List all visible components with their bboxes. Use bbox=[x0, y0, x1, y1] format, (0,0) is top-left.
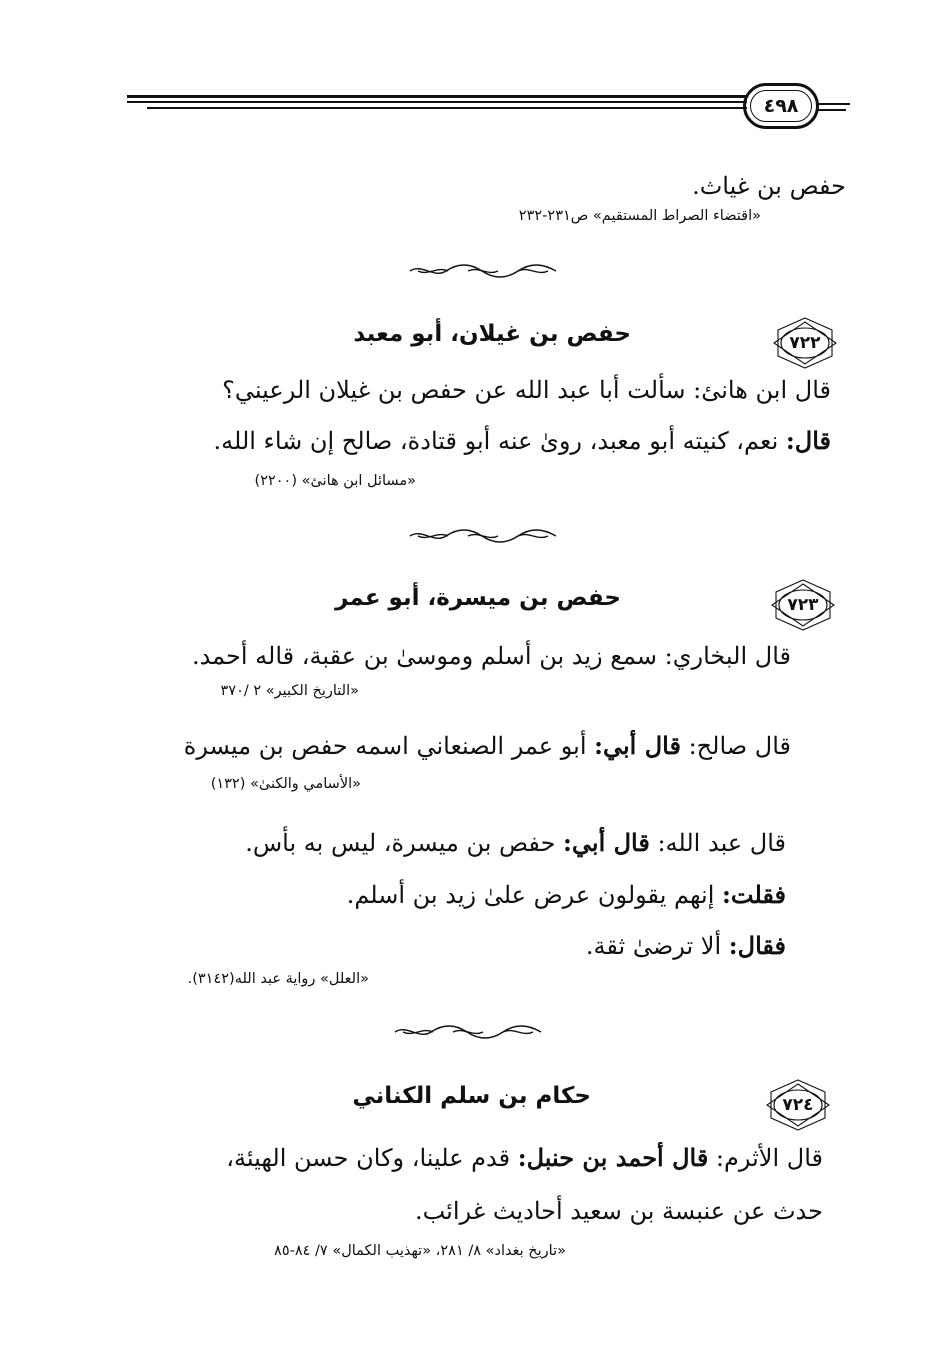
entry-text-line bbox=[586, 930, 786, 962]
ornament-divider bbox=[393, 1024, 543, 1040]
ornament-divider bbox=[408, 528, 558, 544]
entry-number-badge bbox=[763, 1078, 833, 1132]
header-rule bbox=[147, 107, 747, 109]
entry-number: ٧٢٢ bbox=[789, 333, 821, 353]
speaker-label: قال أبي: bbox=[594, 731, 681, 760]
line-prefix: قال عبد الله: bbox=[649, 829, 786, 857]
line-text: حفص بن ميسرة، ليس به بأس. bbox=[245, 829, 564, 857]
entry-heading: حفص بن غيلان، أبو معبد bbox=[353, 321, 631, 347]
line-prefix: قال صالح: bbox=[680, 732, 791, 760]
entry-text-line bbox=[415, 1195, 823, 1227]
line-text: إنهم يقولون عرض علىٰ زيد بن أسلم. bbox=[346, 881, 723, 909]
speaker-label: قال: bbox=[785, 426, 831, 455]
line-text: ألا ترضىٰ ثقة. bbox=[585, 932, 729, 960]
line-text: حدث عن عنبسة بن سعيد أحاديث غرائب. bbox=[414, 1197, 823, 1225]
page-number-frame bbox=[743, 83, 819, 129]
line-text: قال ابن هانئ: سألت أبا عبد الله عن حفص بن غيلان الرعيني؟ bbox=[222, 376, 831, 404]
entry-text-line bbox=[226, 1142, 823, 1174]
ornament-divider bbox=[408, 263, 558, 279]
entry-text-line bbox=[222, 374, 831, 406]
source-citation: «الأسامي والكنىٰ» (١٣٢) bbox=[210, 776, 361, 792]
entry-text-line bbox=[347, 879, 786, 911]
entry-heading: حفص بن ميسرة، أبو عمر bbox=[335, 585, 621, 611]
entry-text-line bbox=[192, 640, 791, 672]
entry-text-line bbox=[184, 730, 791, 762]
continuation-text: حفص بن غياث. bbox=[692, 172, 846, 200]
source-citation: «اقتضاء الصراط المستقيم» ص٢٣١-٢٣٢ bbox=[518, 208, 761, 224]
header-rule-stub bbox=[818, 109, 846, 111]
entry-number: ٧٢٣ bbox=[787, 595, 819, 615]
entry-number: ٧٢٤ bbox=[782, 1095, 814, 1115]
source-citation: «التاريخ الكبير» ٢ /٣٧٠ bbox=[220, 683, 359, 699]
entry-text-line bbox=[245, 827, 786, 859]
line-text: أبو عمر الصنعاني اسمه حفص بن ميسرة bbox=[183, 732, 595, 760]
page-number: ٤٩٨ bbox=[763, 95, 799, 117]
entry-number-badge bbox=[768, 578, 838, 632]
entry-heading: حكام بن سلم الكناني bbox=[352, 1083, 591, 1109]
header-rule-stub bbox=[818, 103, 850, 105]
line-text: قال البخاري: سمع زيد بن أسلم وموسىٰ بن عقبة، قاله أحمد. bbox=[191, 642, 791, 670]
line-text: قدم علينا، وكان حسن الهيئة، bbox=[226, 1144, 518, 1172]
entry-text-line bbox=[214, 425, 832, 457]
speaker-label: قال أحمد بن حنبل: bbox=[517, 1143, 709, 1172]
source-citation: «مسائل ابن هانئ» (٢٢٠٠) bbox=[254, 473, 416, 489]
speaker-label: فقال: bbox=[728, 931, 786, 960]
speaker-label: قال أبي: bbox=[563, 828, 650, 857]
header-rule bbox=[127, 95, 747, 98]
line-text: نعم، كنيته أبو معبد، روىٰ عنه أبو قتادة، صالح إن شاء الله. bbox=[213, 427, 786, 455]
speaker-label: فقلت: bbox=[722, 880, 786, 909]
source-citation: «العلل» رواية عبد الله(٣١٤٢). bbox=[187, 971, 369, 987]
source-citation: «تاريخ بغداد» ٨/ ٢٨١، «تهذيب الكمال» ٧/ ٨٤-٨٥ bbox=[274, 1243, 566, 1259]
header-rule bbox=[127, 101, 747, 103]
line-prefix: قال الأثرم: bbox=[708, 1144, 823, 1172]
entry-number-badge bbox=[770, 316, 840, 370]
